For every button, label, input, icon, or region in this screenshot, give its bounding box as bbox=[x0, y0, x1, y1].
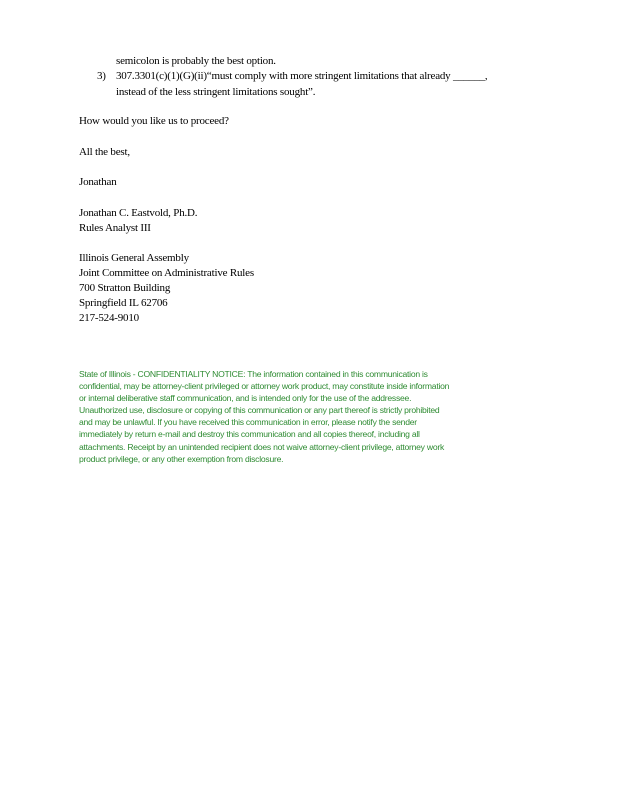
signature-city: Springfield IL 62706 bbox=[79, 297, 168, 309]
list-item-text-line1: 307.3301(c)(1)(G)(ii)“must comply with more stringent limitations that already ______, bbox=[116, 70, 488, 82]
notice-line: or internal deliberative staff communication, and is intended only for the use of the addressee. bbox=[79, 393, 412, 404]
signature-organization: Illinois General Assembly bbox=[79, 252, 189, 264]
confidentiality-notice bbox=[79, 368, 549, 465]
signature-committee: Joint Committee on Administrative Rules bbox=[79, 267, 254, 279]
notice-line: product privilege, or any other exemption from disclosure. bbox=[79, 453, 284, 464]
notice-line: attachments. Receipt by an unintended recipient does not waive attorney-client privilege, attorney work bbox=[79, 441, 445, 452]
signature-name: Jonathan C. Eastvold, Ph.D. bbox=[79, 207, 198, 219]
notice-line: State of Illinois - CONFIDENTIALITY NOTICE: The information contained in this communication is bbox=[79, 369, 428, 379]
list-continuation-text: semicolon is probably the best option. bbox=[116, 55, 276, 67]
signature-phone: 217-524-9010 bbox=[79, 312, 139, 324]
notice-line: confidential, may be attorney-client privileged or attorney work product, may constitute inside information bbox=[79, 381, 450, 392]
list-item-number: 3) bbox=[97, 70, 106, 82]
notice-line: immediately by return e-mail and destroy this communication and all copies thereof, including all bbox=[79, 429, 420, 440]
signature-title: Rules Analyst III bbox=[79, 222, 151, 234]
notice-line: and may be unlawful. If you have received this communication in error, please notify the sender bbox=[79, 417, 417, 428]
list-item-text-line2: instead of the less stringent limitations sought”. bbox=[116, 86, 316, 98]
signature-first-name: Jonathan bbox=[79, 176, 117, 188]
notice-line: Unauthorized use, disclosure or copying of this communication or any part thereof is strictly prohibited bbox=[79, 405, 440, 416]
closing-text: All the best, bbox=[79, 146, 130, 158]
signature-building: 700 Stratton Building bbox=[79, 282, 171, 294]
question-text: How would you like us to proceed? bbox=[79, 115, 229, 127]
